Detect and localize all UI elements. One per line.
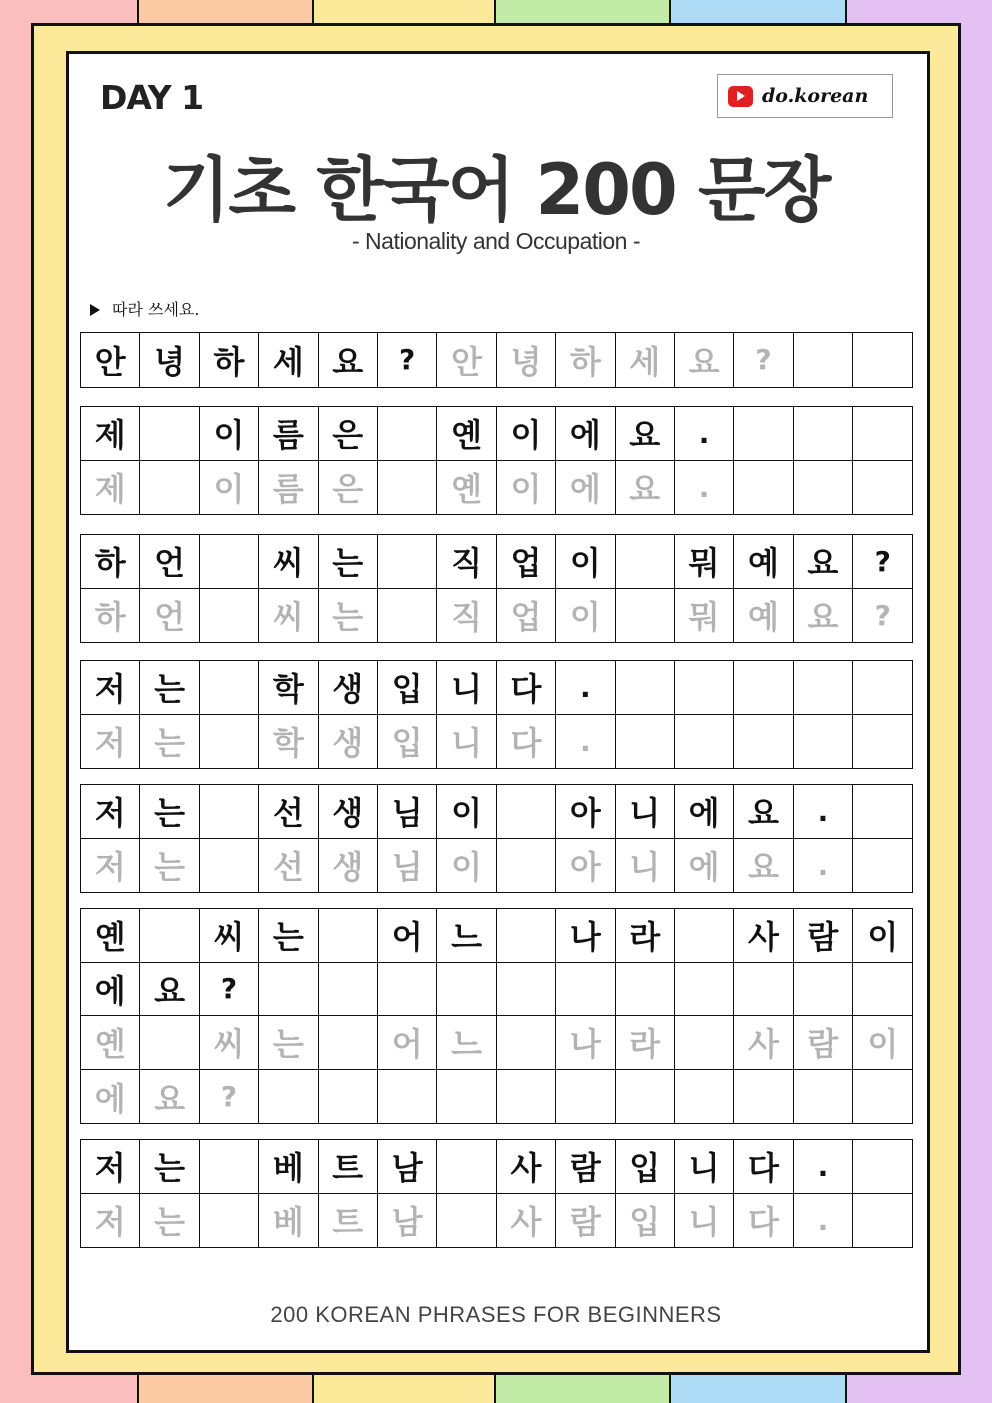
grid-cell[interactable] [734,661,793,715]
grid-cell[interactable] [853,1194,912,1248]
grid-cell[interactable] [437,1140,496,1194]
grid-cell[interactable]: 다 [734,1140,793,1194]
grid-cell[interactable]: 직 [437,535,496,589]
grid-cell[interactable]: 입 [378,715,437,769]
grid-cell[interactable]: 제 [81,407,140,461]
grid-cell[interactable] [794,333,853,387]
grid-cell[interactable] [675,963,734,1017]
grid-cell[interactable]: 요 [319,333,378,387]
grid-cell[interactable]: . [794,839,853,893]
grid-cell[interactable]: 어 [378,909,437,963]
exercise-grid-5 [80,784,913,893]
grid-cell[interactable] [497,839,556,893]
grid-cell[interactable] [853,407,912,461]
grid-cell[interactable]: 이 [556,535,615,589]
grid-cell[interactable] [734,1070,793,1124]
grid-cell[interactable] [616,1070,675,1124]
grid-cell[interactable] [140,909,199,963]
grid-cell[interactable]: 사 [734,1016,793,1070]
grid-cell[interactable]: 옌 [81,1016,140,1070]
grid-cell[interactable]: 님 [378,839,437,893]
grid-cell[interactable]: 사 [734,909,793,963]
page-title: 기초 한국어 200 문장 [162,149,830,231]
footer-text: 200 KOREAN PHRASES FOR BEGINNERS [270,1302,722,1327]
grid-cell[interactable] [437,963,496,1017]
grid-cell[interactable]: ? [200,1070,259,1124]
grid-cell[interactable]: 입 [378,661,437,715]
grid-cell[interactable]: 베 [259,1194,318,1248]
grid-cell[interactable]: ? [853,535,912,589]
grid-cell[interactable]: 뭐 [675,589,734,643]
grid-cell[interactable]: 저 [81,661,140,715]
grid-cell[interactable]: 요 [794,535,853,589]
grid-cell[interactable] [794,407,853,461]
day-label: DAY 1 [100,78,204,117]
grid-cell[interactable]: 학 [259,661,318,715]
grid-cell[interactable]: 는 [140,715,199,769]
grid-cell[interactable]: 는 [259,909,318,963]
grid-cell[interactable]: 씨 [200,1016,259,1070]
grid-cell[interactable]: 입 [616,1194,675,1248]
grid-cell[interactable]: 옌 [81,909,140,963]
grid-cell[interactable]: 생 [319,661,378,715]
grid-cell[interactable]: . [794,1140,853,1194]
grid-cell[interactable]: 님 [378,785,437,839]
grid-cell[interactable]: 은 [319,461,378,515]
grid-cell[interactable]: 니 [675,1194,734,1248]
grid-cell[interactable] [378,461,437,515]
grid-cell[interactable]: 는 [140,1194,199,1248]
grid-cell[interactable]: 이 [853,909,912,963]
grid-cell[interactable]: 니 [437,715,496,769]
grid-cell[interactable]: 씨 [259,535,318,589]
grid-cell[interactable]: . [794,785,853,839]
grid-cell[interactable]: 에 [675,785,734,839]
grid-cell[interactable]: . [794,1194,853,1248]
grid-cell[interactable]: 하 [81,589,140,643]
grid-cell[interactable]: 하 [81,535,140,589]
grid-cell[interactable]: 이 [853,1016,912,1070]
grid-cell[interactable]: 나 [556,1016,615,1070]
grid-cell[interactable] [675,1016,734,1070]
grid-cell[interactable]: 입 [616,1140,675,1194]
grid-cell[interactable] [497,785,556,839]
grid-cell[interactable] [497,963,556,1017]
grid-cell[interactable]: 저 [81,785,140,839]
grid-cell[interactable]: 언 [140,589,199,643]
grid-cell[interactable] [794,1070,853,1124]
grid-cell[interactable]: 사 [497,1194,556,1248]
grid-cell[interactable]: 는 [140,785,199,839]
grid-cell[interactable] [616,963,675,1017]
grid-cell[interactable]: 요 [794,589,853,643]
grid-cell[interactable] [794,461,853,515]
grid-cell[interactable]: 는 [140,661,199,715]
grid-cell[interactable]: 저 [81,1194,140,1248]
grid-cell[interactable]: 요 [616,461,675,515]
grid-cell[interactable]: 안 [81,333,140,387]
grid-cell[interactable]: 세 [259,333,318,387]
grid-cell[interactable] [853,785,912,839]
grid-cell[interactable] [140,1016,199,1070]
grid-cell[interactable] [378,963,437,1017]
grid-cell[interactable]: 요 [616,407,675,461]
grid-cell[interactable] [794,715,853,769]
grid-cell[interactable] [734,461,793,515]
grid-cell[interactable]: 에 [675,839,734,893]
grid-cell[interactable]: 하 [200,333,259,387]
grid-cell[interactable] [200,785,259,839]
grid-cell[interactable] [675,661,734,715]
grid-cell[interactable]: 니 [675,1140,734,1194]
exercise-grid-3 [80,534,913,643]
grid-cell[interactable]: 람 [794,1016,853,1070]
grid-cell[interactable]: 남 [378,1194,437,1248]
grid-cell[interactable] [853,333,912,387]
grid-cell[interactable] [853,461,912,515]
grid-cell[interactable]: 라 [616,909,675,963]
grid-cell[interactable] [437,1194,496,1248]
grid-cell[interactable] [200,1194,259,1248]
grid-cell[interactable]: 녕 [140,333,199,387]
grid-cell[interactable]: 는 [140,839,199,893]
grid-cell[interactable]: 요 [140,963,199,1017]
grid-cell[interactable]: 제 [81,461,140,515]
grid-cell[interactable]: 람 [556,1194,615,1248]
grid-cell[interactable]: 씨 [200,909,259,963]
grid-cell[interactable] [378,407,437,461]
grid-cell[interactable] [675,909,734,963]
grid-cell[interactable] [140,407,199,461]
grid-cell[interactable]: 예 [734,535,793,589]
grid-cell[interactable]: 요 [675,333,734,387]
grid-cell[interactable]: 에 [81,1070,140,1124]
grid-cell[interactable] [616,535,675,589]
grid-cell[interactable] [734,407,793,461]
grid-cell[interactable]: 이 [437,785,496,839]
grid-cell[interactable]: 하 [556,333,615,387]
grid-cell[interactable]: 람 [556,1140,615,1194]
grid-cell[interactable]: 베 [259,1140,318,1194]
grid-cell[interactable] [200,1140,259,1194]
instruction [90,297,199,320]
grid-cell[interactable] [437,1070,496,1124]
grid-cell[interactable]: 에 [556,461,615,515]
grid-cell[interactable]: 요 [734,839,793,893]
grid-cell[interactable]: 는 [259,1016,318,1070]
grid-cell[interactable] [259,963,318,1017]
grid-cell[interactable]: 직 [437,589,496,643]
exercise-grid-1 [80,332,913,388]
grid-cell[interactable] [378,1070,437,1124]
page-subtitle: - Nationality and Occupation - [352,228,640,254]
grid-cell[interactable]: 옌 [437,407,496,461]
grid-cell[interactable] [853,963,912,1017]
exercise-grid-2 [80,406,913,515]
grid-cell[interactable] [794,963,853,1017]
grid-cell[interactable] [734,715,793,769]
grid-cell[interactable]: 이 [200,461,259,515]
instruction-text: 따라 쓰세요. [112,300,200,319]
grid-cell[interactable]: 라 [616,1016,675,1070]
grid-cell[interactable]: ? [734,333,793,387]
grid-cell[interactable]: 는 [140,1140,199,1194]
grid-cell[interactable]: 세 [616,333,675,387]
grid-cell[interactable] [200,715,259,769]
grid-cell[interactable] [497,1070,556,1124]
grid-cell[interactable] [140,461,199,515]
grid-cell[interactable] [200,589,259,643]
grid-cell[interactable] [259,1070,318,1124]
grid-cell[interactable]: 언 [140,535,199,589]
grid-cell[interactable]: 선 [259,839,318,893]
grid-cell[interactable] [319,1016,378,1070]
grid-cell[interactable] [616,715,675,769]
exercise-grid-4 [80,660,913,769]
grid-cell[interactable]: 요 [140,1070,199,1124]
grid-cell[interactable]: . [675,461,734,515]
grid-cell[interactable]: 은 [319,407,378,461]
grid-cell[interactable] [200,661,259,715]
grid-cell[interactable] [497,1016,556,1070]
grid-cell[interactable] [319,1070,378,1124]
grid-cell[interactable]: 름 [259,407,318,461]
grid-cell[interactable]: 뭐 [675,535,734,589]
grid-cell[interactable]: 에 [556,407,615,461]
grid-cell[interactable]: 나 [556,909,615,963]
grid-cell[interactable]: 녕 [497,333,556,387]
grid-cell[interactable] [556,963,615,1017]
grid-cell[interactable]: 니 [616,839,675,893]
grid-cell[interactable]: 람 [794,909,853,963]
grid-cell[interactable]: 이 [437,839,496,893]
grid-cell[interactable]: 트 [319,1140,378,1194]
grid-cell[interactable]: 이 [200,407,259,461]
exercise-grid-6 [80,908,913,1124]
grid-cell[interactable]: 저 [81,1140,140,1194]
grid-cell[interactable]: 이 [497,461,556,515]
grid-cell[interactable]: 트 [319,1194,378,1248]
grid-cell[interactable]: ? [378,333,437,387]
grid-cell[interactable]: 생 [319,715,378,769]
grid-cell[interactable] [497,909,556,963]
grid-cell[interactable] [794,661,853,715]
grid-cell[interactable] [319,963,378,1017]
grid-cell[interactable]: 남 [378,1140,437,1194]
grid-cell[interactable] [853,1140,912,1194]
channel-logo[interactable] [717,74,893,118]
grid-cell[interactable]: 아 [556,839,615,893]
grid-cell[interactable]: 는 [319,535,378,589]
grid-cell[interactable]: 름 [259,461,318,515]
grid-cell[interactable] [200,839,259,893]
exercise-grid-7 [80,1139,913,1248]
grid-cell[interactable] [556,1070,615,1124]
grid-cell[interactable]: 이 [556,589,615,643]
logo-text: do.korean [762,85,869,107]
grid-cell[interactable]: 다 [497,715,556,769]
grid-cell[interactable]: 요 [734,785,793,839]
grid-cell[interactable] [616,589,675,643]
grid-cell[interactable] [675,715,734,769]
grid-cell[interactable] [378,589,437,643]
grid-cell[interactable]: 사 [497,1140,556,1194]
grid-cell[interactable] [853,1070,912,1124]
grid-cell[interactable]: 생 [319,839,378,893]
grid-cell[interactable]: 안 [437,333,496,387]
grid-cell[interactable]: 니 [616,785,675,839]
grid-cell[interactable]: 업 [497,589,556,643]
grid-cell[interactable]: 에 [81,963,140,1017]
grid-cell[interactable]: 다 [497,661,556,715]
grid-cell[interactable]: 생 [319,785,378,839]
grid-cell[interactable] [319,909,378,963]
grid-cell[interactable]: 다 [734,1194,793,1248]
grid-cell[interactable]: 느 [437,909,496,963]
grid-cell[interactable] [378,535,437,589]
grid-cell[interactable]: 업 [497,535,556,589]
grid-cell[interactable]: . [556,715,615,769]
grid-cell[interactable]: 는 [319,589,378,643]
grid-cell[interactable]: 느 [437,1016,496,1070]
grid-cell[interactable] [853,715,912,769]
grid-cell[interactable]: ? [874,598,891,632]
play-arrow-icon [90,304,100,316]
grid-cell[interactable]: 저 [81,839,140,893]
grid-cell[interactable]: 씨 [259,589,318,643]
grid-cell[interactable] [853,661,912,715]
grid-cell[interactable]: 아 [556,785,615,839]
grid-cell[interactable]: 어 [378,1016,437,1070]
grid-cell[interactable]: 선 [259,785,318,839]
grid-cell[interactable] [616,661,675,715]
grid-cell[interactable]: ? [200,963,259,1017]
youtube-icon [728,86,753,107]
grid-cell[interactable]: . [675,407,734,461]
grid-cell[interactable]: 이 [497,407,556,461]
grid-cell[interactable]: 저 [81,715,140,769]
grid-cell[interactable]: 옌 [437,461,496,515]
grid-cell[interactable]: 예 [734,589,793,643]
grid-cell[interactable]: . [556,661,615,715]
grid-cell[interactable]: 학 [259,715,318,769]
grid-cell[interactable] [200,535,259,589]
grid-cell[interactable]: 니 [437,661,496,715]
grid-cell[interactable] [675,1070,734,1124]
grid-cell[interactable] [734,963,793,1017]
grid-cell[interactable] [853,839,912,893]
